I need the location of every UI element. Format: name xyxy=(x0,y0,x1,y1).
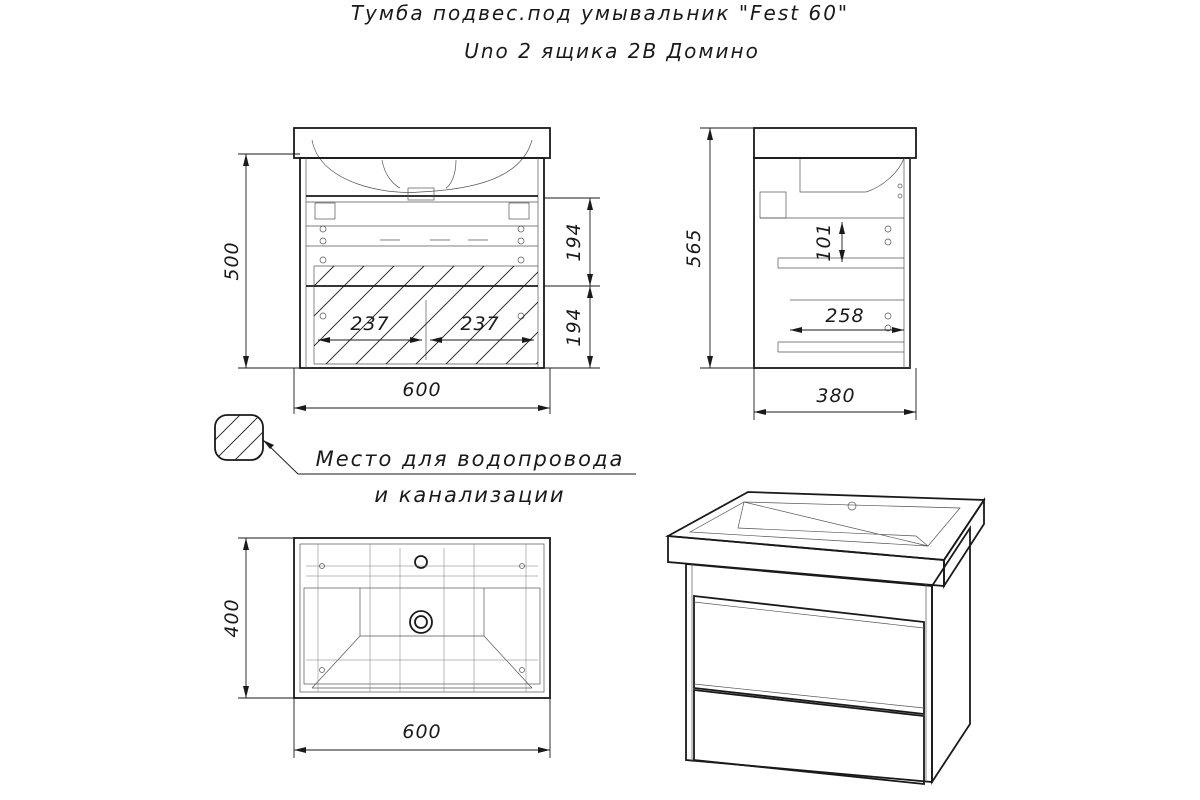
front-siphon xyxy=(382,160,456,188)
top-basin-slopes xyxy=(312,636,532,688)
legend-text-line1: Место для водопровода xyxy=(315,447,625,471)
legend-text-line2: и канализации xyxy=(374,483,566,507)
dim-front-width: 600 xyxy=(402,379,442,401)
iso-sink-side xyxy=(944,500,984,586)
dim-side-height-group xyxy=(683,128,754,368)
dim-drawer-top-height: 194 xyxy=(563,222,585,262)
legend xyxy=(205,410,636,507)
dim-top-depth: 400 xyxy=(221,598,243,638)
mounting-plate-left xyxy=(315,203,335,219)
top-sink-outline xyxy=(294,538,550,698)
front-cabinet-body xyxy=(300,158,544,368)
side-sink-top xyxy=(754,128,916,158)
isometric-view xyxy=(668,492,984,784)
iso-cabinet-front xyxy=(686,564,932,782)
side-mounting-plate xyxy=(760,192,786,218)
iso-sink-front xyxy=(668,536,944,586)
top-view xyxy=(294,538,550,698)
dim-front-width-group xyxy=(294,368,550,414)
dim-drawer-heights-group xyxy=(544,198,600,368)
iso-cabinet-side xyxy=(932,528,970,782)
iso-basin-inner xyxy=(738,502,928,546)
dim-half-width-right: 237 xyxy=(460,313,500,335)
dim-side-depth: 380 xyxy=(816,385,856,407)
dim-side-depth-group xyxy=(754,368,916,420)
dim-inner-drawer-height: 101 xyxy=(813,222,835,262)
dim-top-depth-group xyxy=(221,538,294,698)
dim-side-height: 565 xyxy=(683,228,705,268)
iso-basin-rim xyxy=(690,502,960,546)
drawing-subtitle: Uno 2 ящика 2B Домино xyxy=(464,39,760,63)
dim-top-width-group xyxy=(294,698,550,758)
top-drain-inner xyxy=(415,616,427,628)
front-sink-top xyxy=(294,128,550,158)
side-cabinet-body xyxy=(754,158,910,368)
dim-front-height-group xyxy=(221,154,300,368)
dim-half-width-left: 237 xyxy=(350,313,390,335)
side-view xyxy=(754,128,916,368)
dim-front-height: 500 xyxy=(221,241,243,281)
side-basin-profile xyxy=(800,158,904,192)
dim-inner-drawer-depth: 258 xyxy=(825,305,865,327)
front-basin-outline xyxy=(312,140,532,192)
drawing-title: Тумба подвес.под умывальник "Fest 60" xyxy=(350,1,850,25)
drain-block xyxy=(408,188,434,200)
iso-faucet-hole xyxy=(848,502,856,510)
dim-top-width: 600 xyxy=(402,721,442,743)
top-drain-outer xyxy=(410,611,432,633)
mounting-plate-right xyxy=(509,203,529,219)
dim-drawer-bottom-height: 194 xyxy=(563,307,585,347)
front-view xyxy=(294,128,670,430)
